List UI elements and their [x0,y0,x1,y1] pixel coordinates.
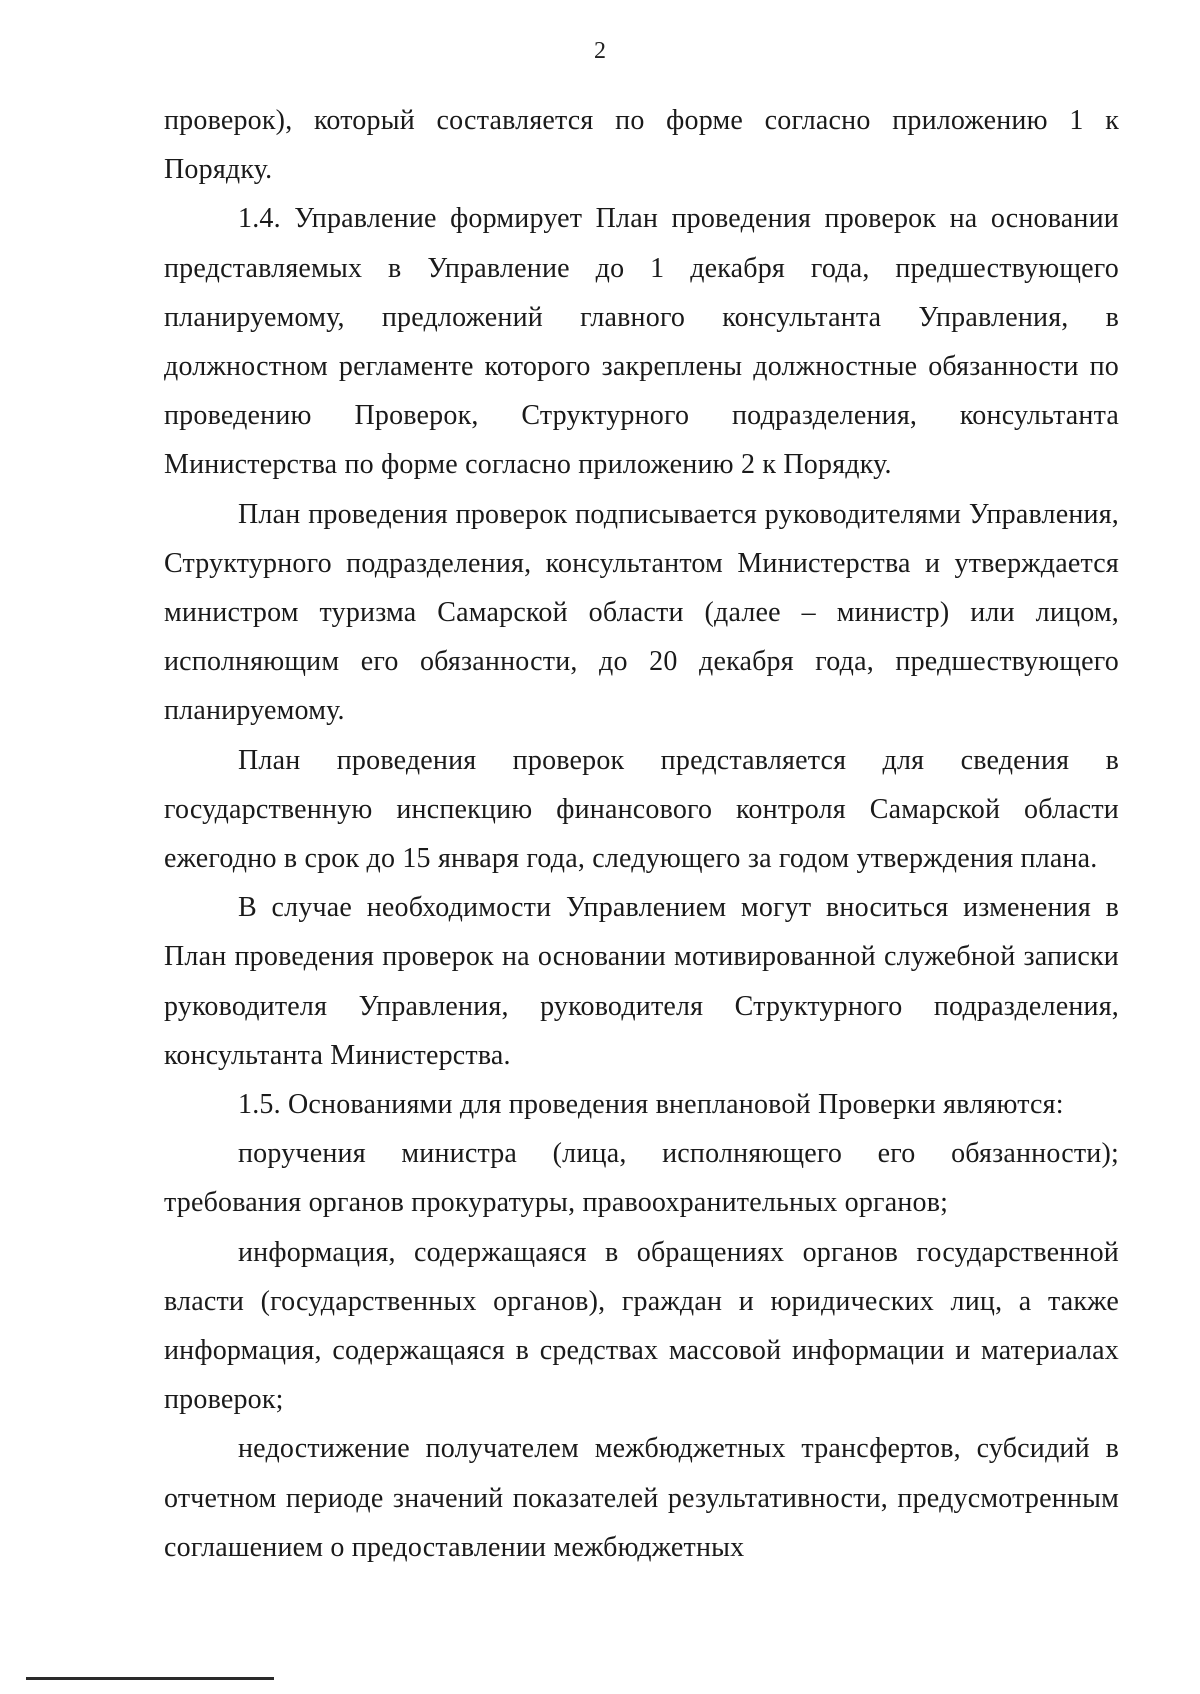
paragraph-1-4: 1.4. Управление формирует План проведения проверок на основании представляемых в Управление до 1 декабря года, предшествующего планируемому, предложений главного консультанта Управления, в должностном регламенте которого закреплены должностные обязанности по проведению Проверок, Структурного подразделения, консультанта Министерства по форме согласно приложению 2 к Порядку. [164,203,1119,481]
footer-rule [26,1677,274,1680]
paragraph-plan-signing: План проведения проверок подписывается руководителями Управления, Структурного подразделения, консультантом Министерства и утверждается министром туризма Самарской области (далее – министр) или лицом, исполняющим его обязанности, до 20 декабря года, предшествующего планируемому. [164,498,1119,727]
document-body [164,96,1119,1572]
paragraph-basis-orders: поручения министра (лица, исполняющего его обязанности); требования органов прокуратуры, правоохранительных органов; [164,1138,1119,1219]
paragraph-basis-information: информация, содержащаяся в обращениях органов государственной власти (государственных органов), граждан и юридических лиц, а также информация, содержащаяся в средствах массовой информации и материалах проверок; [164,1236,1119,1416]
paragraph-continuation: проверок), который составляется по форме согласно приложению 1 к Порядку. [164,105,1119,186]
paragraph-1-5: 1.5. Основаниями для проведения внеплановой Проверки являются: [238,1089,1064,1121]
paragraph-plan-submission: План проведения проверок представляется для сведения в государственную инспекцию финансового контроля Самарской области ежегодно в срок до 15 января года, следующего за годом утверждения плана. [164,744,1119,875]
paragraph-plan-changes: В случае необходимости Управлением могут вноситься изменения в План проведения проверок на основании мотивированной служебной записки руководителя Управления, руководителя Структурного подразделения, консультанта Министерства. [164,892,1119,1071]
page-number: 2 [594,38,606,64]
paragraph-basis-non-achievement: недостижение получателем межбюджетных трансфертов, субсидий в отчетном периоде значений показателей результативности, предусмотренным соглашением о предоставлении межбюджетных [164,1433,1119,1563]
